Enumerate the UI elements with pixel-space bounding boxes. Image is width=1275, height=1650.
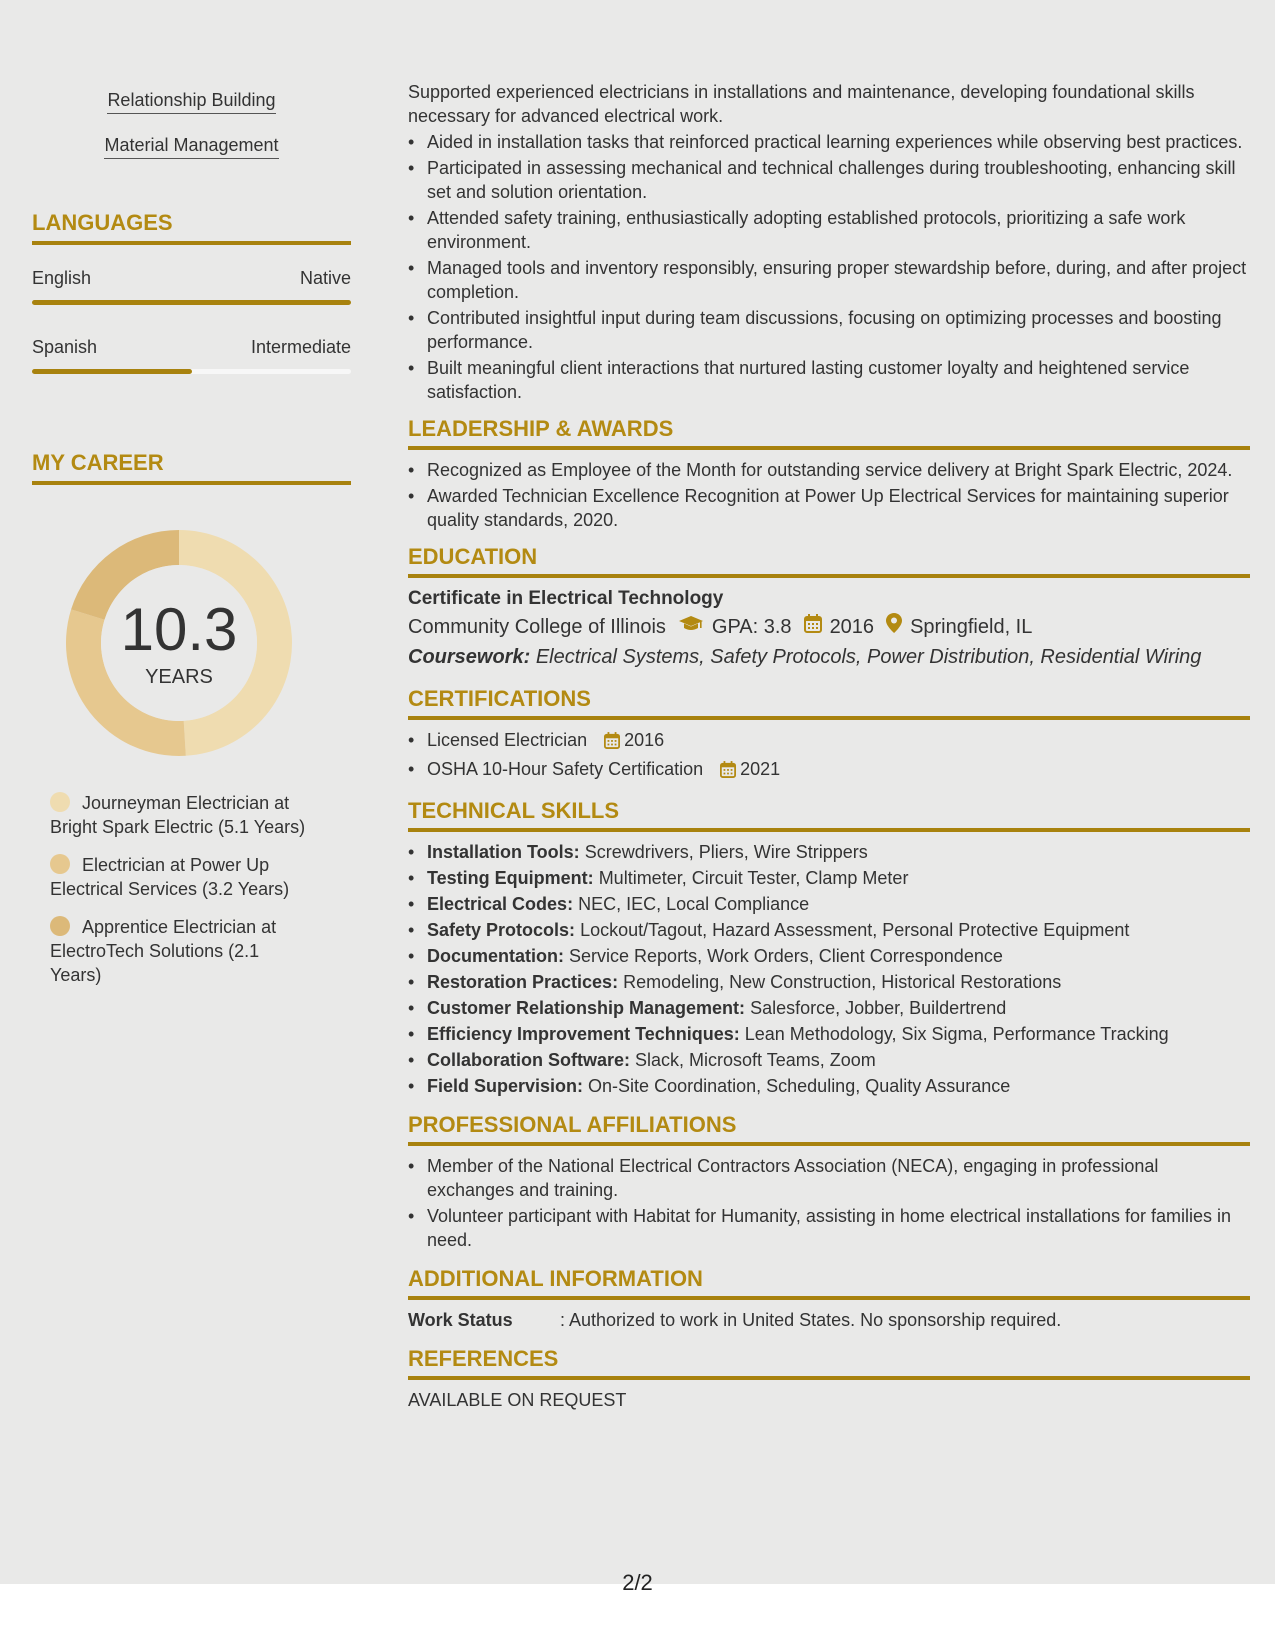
right-column xyxy=(408,80,1250,1412)
technical-skills-heading: TECHNICAL SKILLS xyxy=(408,798,1250,832)
language-name: English xyxy=(32,268,92,288)
technical-skills-list xyxy=(408,840,1250,1098)
skill-values: Lean Methodology, Six Sigma, Performance Tracking xyxy=(744,1024,1169,1044)
awards-list xyxy=(408,458,1250,532)
experience-bullet: • Aided in installation tasks that reinforced practical learning experiences while observing best practices. xyxy=(408,130,1250,154)
references-text: AVAILABLE ON REQUEST xyxy=(408,1390,627,1410)
skill-values: Salesforce, Jobber, Buildertrend xyxy=(750,998,1007,1018)
affiliation-item: • Volunteer participant with Habitat for Humanity, assisting in home electrical installations for families in need. xyxy=(408,1204,1250,1252)
skill-values: On-Site Coordination, Scheduling, Quality Assurance xyxy=(588,1076,1011,1096)
technical-skill-item xyxy=(408,944,1250,968)
skill-label: Relationship Building xyxy=(107,88,275,114)
legend-dot xyxy=(50,916,70,936)
skill-relationship-building[interactable] xyxy=(32,88,351,114)
legend-dot xyxy=(50,792,70,812)
language-bar-fill xyxy=(32,369,192,374)
education-gpa: GPA: 3.8 xyxy=(711,616,792,638)
certification-year: 2021 xyxy=(740,759,781,779)
career-legend-item xyxy=(50,853,330,901)
affiliations-list xyxy=(408,1154,1250,1252)
career-unit: YEARS xyxy=(145,666,213,688)
coursework-label: Coursework: xyxy=(408,646,531,668)
calendar-icon xyxy=(804,612,822,642)
certification-name: OSHA 10-Hour Safety Certification xyxy=(427,759,704,779)
career-heading: MY CAREER xyxy=(32,450,351,485)
language-level: Native xyxy=(299,268,351,288)
technical-skill-item xyxy=(408,892,1250,916)
language-row-spanish xyxy=(32,337,351,358)
legend-label: Electrician at Power Up Electrical Services (3.2 Years) xyxy=(50,855,290,899)
language-level: Intermediate xyxy=(250,337,351,357)
technical-skill-item xyxy=(408,970,1250,994)
technical-skill-item xyxy=(408,1074,1250,1098)
language-bar-fill xyxy=(32,300,351,305)
skill-values: NEC, IEC, Local Compliance xyxy=(578,894,810,914)
references-heading: REFERENCES xyxy=(408,1346,1250,1380)
skill-label: Material Management xyxy=(104,133,278,159)
calendar-icon xyxy=(604,731,620,755)
education-coursework xyxy=(408,642,1250,672)
experience-bullet: • Built meaningful client interactions that nurtured lasting customer loyalty and heightened service satisfaction. xyxy=(408,356,1250,404)
award-item: • Awarded Technician Excellence Recognition at Power Up Electrical Services for maintaining superior quality standards, 2020. xyxy=(408,484,1250,532)
additional-info-heading: ADDITIONAL INFORMATION xyxy=(408,1266,1250,1300)
education-heading: EDUCATION xyxy=(408,544,1250,578)
skill-category: Efficiency Improvement Techniques: xyxy=(427,1024,740,1044)
affiliation-item: • Member of the National Electrical Contractors Association (NECA), engaging in professional exchanges and training. xyxy=(408,1154,1250,1202)
certification-item xyxy=(408,728,1250,755)
affiliations-heading: PROFESSIONAL AFFILIATIONS xyxy=(408,1112,1250,1146)
languages-heading: LANGUAGES xyxy=(32,210,351,245)
certifications-heading: CERTIFICATIONS xyxy=(408,686,1250,720)
work-status-row xyxy=(408,1308,1250,1332)
work-status-label: Work Status xyxy=(408,1310,513,1330)
skill-category: Documentation: xyxy=(427,946,564,966)
skill-category: Testing Equipment: xyxy=(427,868,594,888)
technical-skill-item xyxy=(408,918,1250,942)
education-school: Community College of Illinois xyxy=(408,616,666,638)
experience-bullets xyxy=(408,130,1250,404)
awards-heading: LEADERSHIP & AWARDS xyxy=(408,416,1250,450)
language-bar-spanish xyxy=(32,369,351,374)
technical-skill-item xyxy=(408,1022,1250,1046)
career-total: 10.3 xyxy=(120,596,238,663)
career-legend-item xyxy=(50,791,330,839)
education-degree: Certificate in Electrical Technology xyxy=(408,588,724,609)
experience-intro: Supported experienced electricians in installations and maintenance, developing foundational skills necessary for advanced electrical work. xyxy=(408,82,1195,126)
education-location: Springfield, IL xyxy=(910,616,1033,638)
experience-bullet: • Managed tools and inventory responsibly, ensuring proper stewardship before, during, and after project completion. xyxy=(408,256,1250,304)
work-status-value: : Authorized to work in United States. No sponsorship required. xyxy=(560,1310,1062,1330)
skill-values: Slack, Microsoft Teams, Zoom xyxy=(635,1050,876,1070)
skill-category: Restoration Practices: xyxy=(427,972,619,992)
skill-category: Collaboration Software: xyxy=(427,1050,631,1070)
page-number: 2/2 xyxy=(622,1570,653,1595)
experience-bullet: • Attended safety training, enthusiastically adopting established protocols, prioritizing a safe work environment. xyxy=(408,206,1250,254)
legend-dot xyxy=(50,854,70,874)
graduation-cap-icon xyxy=(678,612,704,642)
education-meta xyxy=(408,612,1250,642)
legend-label: Apprentice Electrician at ElectroTech Solutions (2.1 Years) xyxy=(50,917,277,985)
coursework-list: Electrical Systems, Safety Protocols, Power Distribution, Residential Wiring xyxy=(535,646,1202,668)
award-item: • Recognized as Employee of the Month for outstanding service delivery at Bright Spark Electric, 2024. xyxy=(408,458,1250,482)
career-legend-item xyxy=(50,915,300,987)
certifications-list xyxy=(408,728,1250,784)
skill-material-management[interactable] xyxy=(32,133,351,159)
language-name: Spanish xyxy=(32,337,98,357)
education-year: 2016 xyxy=(829,616,875,638)
certification-item xyxy=(408,757,1250,784)
technical-skill-item xyxy=(408,840,1250,864)
skill-category: Field Supervision: xyxy=(427,1076,584,1096)
skill-values: Remodeling, New Construction, Historical Restorations xyxy=(623,972,1062,992)
skill-values: Service Reports, Work Orders, Client Correspondence xyxy=(569,946,1003,966)
technical-skill-item xyxy=(408,996,1250,1020)
location-pin-icon xyxy=(886,612,902,642)
skill-category: Electrical Codes: xyxy=(427,894,574,914)
calendar-icon xyxy=(720,760,736,784)
legend-label: Journeyman Electrician at Bright Spark Electric (5.1 Years) xyxy=(50,793,306,837)
certification-name: Licensed Electrician xyxy=(427,730,588,750)
technical-skill-item xyxy=(408,1048,1250,1072)
certification-year: 2016 xyxy=(624,730,665,750)
skill-values: Lockout/Tagout, Hazard Assessment, Personal Protective Equipment xyxy=(580,920,1130,940)
skill-values: Multimeter, Circuit Tester, Clamp Meter xyxy=(598,868,909,888)
skill-values: Screwdrivers, Pliers, Wire Strippers xyxy=(584,842,868,862)
career-donut xyxy=(64,528,294,758)
skill-category: Customer Relationship Management: xyxy=(427,998,746,1018)
language-bar-english xyxy=(32,300,351,305)
experience-bullet: • Contributed insightful input during team discussions, focusing on optimizing processes and boosting performance. xyxy=(408,306,1250,354)
technical-skill-item xyxy=(408,866,1250,890)
skill-category: Installation Tools: xyxy=(427,842,580,862)
skill-category: Safety Protocols: xyxy=(427,920,576,940)
experience-bullet: • Participated in assessing mechanical and technical challenges during troubleshooting, enhancing skill set and solution orientation. xyxy=(408,156,1250,204)
language-row-english xyxy=(32,268,351,289)
